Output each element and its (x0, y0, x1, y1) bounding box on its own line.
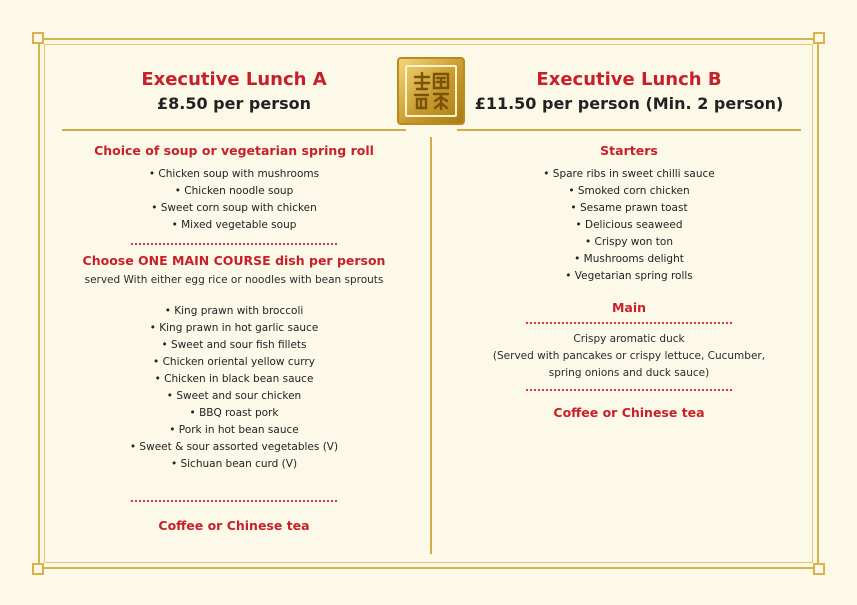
list-item: • Sweet corn soup with chicken (151, 202, 317, 214)
dotted-divider (130, 242, 338, 246)
list-item: • Chicken noodle soup (174, 185, 294, 197)
lunch-a-column (62, 60, 406, 535)
list-item: • Sichuan bean curd (V) (170, 458, 298, 470)
list-item: • Sweet and sour fish fillets (161, 339, 307, 351)
lunch-a-divider (62, 129, 406, 131)
column-divider (430, 137, 432, 554)
lunch-a-title: Executive Lunch A (141, 69, 327, 90)
frame-corner-top-left (32, 32, 44, 44)
lunch-b-drinks: Coffee or Chinese tea (553, 405, 705, 420)
lunch-b-main-note: (Served with pancakes or crispy lettuce, Cucumber, spring onions and duck sauce) (492, 350, 766, 379)
lunch-b-divider (457, 129, 801, 131)
list-item: • Crispy won ton (585, 236, 673, 248)
list-item: • Pork in hot bean sauce (169, 424, 299, 436)
dotted-divider (130, 499, 338, 503)
seal-glyph-icon (409, 69, 453, 113)
lunch-b-main-heading: Main (611, 300, 647, 315)
list-item: • Chicken oriental yellow curry (153, 356, 315, 368)
list-item: • King prawn with broccoli (164, 305, 304, 317)
lunch-b-main-dish: Crispy aromatic duck (573, 333, 685, 345)
list-item: • Sesame prawn toast (570, 202, 688, 214)
frame-corner-top-right (813, 32, 825, 44)
lunch-a-main-heading: Choose ONE MAIN COURSE dish per person (82, 253, 386, 268)
lunch-b-title: Executive Lunch B (536, 69, 722, 90)
lunch-b-price: £11.50 per person (Min. 2 person) (474, 94, 784, 113)
dotted-divider (525, 321, 733, 325)
list-item: • Chicken soup with mushrooms (148, 168, 320, 180)
list-item: • Chicken in black bean sauce (154, 373, 314, 385)
lunch-b-starters-list (457, 166, 801, 285)
lunch-b-column (457, 60, 801, 422)
restaurant-seal-logo (397, 57, 465, 125)
lunch-a-main-list (62, 303, 406, 473)
list-item: • Delicious seaweed (575, 219, 683, 231)
list-item: • Smoked corn chicken (568, 185, 690, 197)
frame-corner-bottom-right (813, 563, 825, 575)
lunch-b-starters-heading: Starters (600, 143, 658, 158)
list-item: • Sweet and sour chicken (166, 390, 302, 402)
lunch-a-main-note: served With either egg rice or noodles with bean sprouts (84, 274, 384, 286)
list-item: • BBQ roast pork (189, 407, 279, 419)
list-item: • Vegetarian spring rolls (565, 270, 693, 282)
frame-corner-bottom-left (32, 563, 44, 575)
lunch-a-soup-list (62, 166, 406, 234)
list-item: • Sweet & sour assorted vegetables (V) (129, 441, 339, 453)
lunch-a-drinks: Coffee or Chinese tea (158, 518, 310, 533)
list-item: • Mushrooms delight (574, 253, 684, 265)
list-item: • King prawn in hot garlic sauce (149, 322, 319, 334)
dotted-divider (525, 388, 733, 392)
list-item: • Mixed vegetable soup (171, 219, 297, 231)
lunch-a-soup-heading: Choice of soup or vegetarian spring roll (94, 143, 374, 158)
list-item: • Spare ribs in sweet chilli sauce (543, 168, 715, 180)
lunch-a-price: £8.50 per person (156, 94, 312, 113)
